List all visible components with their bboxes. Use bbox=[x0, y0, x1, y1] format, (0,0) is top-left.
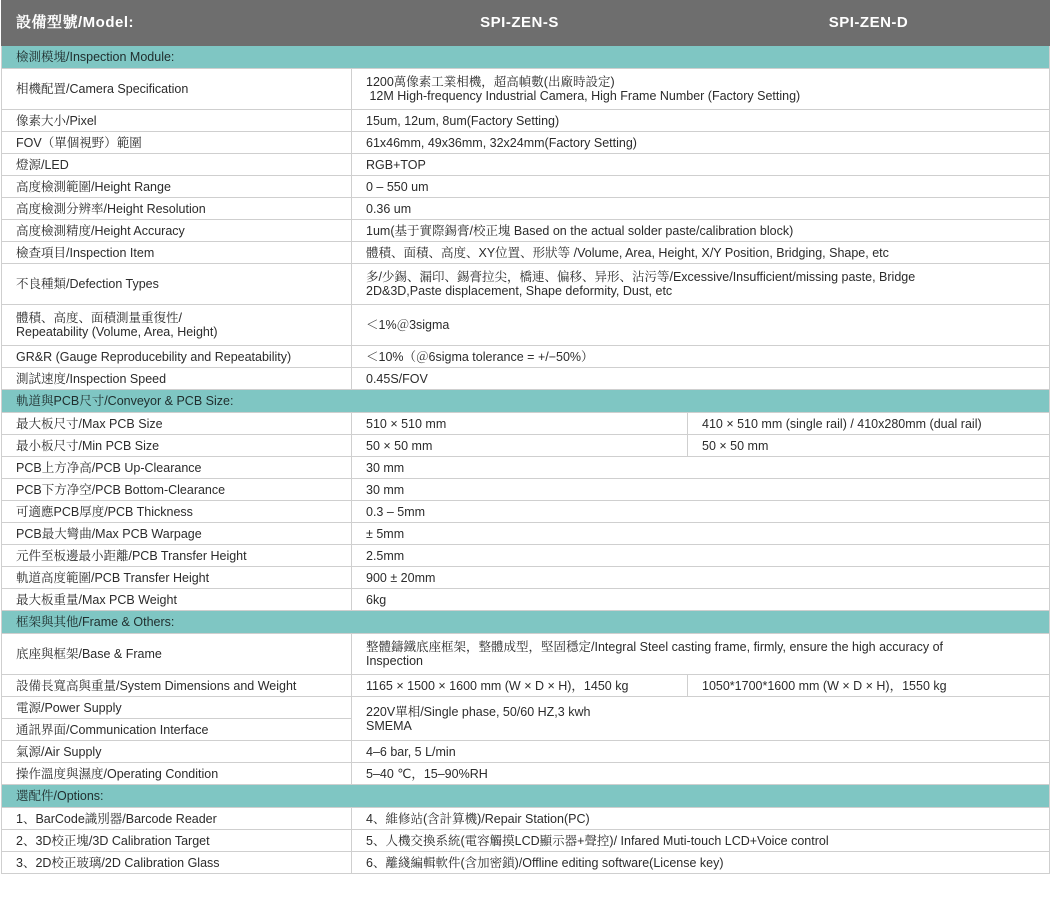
row-label: PCB最大彎曲/Max PCB Warpage bbox=[2, 523, 352, 545]
row-inspection-item bbox=[2, 242, 1050, 264]
row-value: ＜1%＠3sigma bbox=[352, 305, 1050, 346]
row-pixel bbox=[2, 110, 1050, 132]
row-label: FOV（單個視野）範圍 bbox=[2, 132, 352, 154]
row-value: 0.36 um bbox=[352, 198, 1050, 220]
row-value-s: 1165 × 1500 × 1600 mm (W × D × H)，1450 kg bbox=[352, 675, 688, 697]
row-value: 900 ± 20mm bbox=[352, 567, 1050, 589]
row-label: 軌道高度範圍/PCB Transfer Height bbox=[2, 567, 352, 589]
option-item: 5、人機交換系統(電容觸摸LCD顯示器+聲控)/ Infared Muti-touch LCD+Voice control bbox=[352, 830, 1050, 852]
row-label: PCB上方净高/PCB Up-Clearance bbox=[2, 457, 352, 479]
row-value-d: 1050*1700*1600 mm (W × D × H)，1550 kg bbox=[688, 675, 1050, 697]
row-label: 最小板尺寸/Min PCB Size bbox=[2, 435, 352, 457]
row-value-d: 50 × 50 mm bbox=[688, 435, 1050, 457]
row-value: 1um(基于實際錫膏/校正塊 Based on the actual solder paste/calibration block) bbox=[352, 220, 1050, 242]
row-value: 體積、面積、高度、XY位置、形狀等 /Volume, Area, Height, X/Y Position, Bridging, Shape, etc bbox=[352, 242, 1050, 264]
row-label: 測試速度/Inspection Speed bbox=[2, 368, 352, 390]
row-label: 不良種類/Defection Types bbox=[2, 264, 352, 305]
option-item: 4、維修站(含計算機)/Repair Station(PC) bbox=[352, 808, 1050, 830]
option-item: 1、BarCode識別器/Barcode Reader bbox=[2, 808, 352, 830]
row-label: 高度檢測精度/Height Accuracy bbox=[2, 220, 352, 242]
row-operating-condition bbox=[2, 763, 1050, 785]
row-label: 體積、高度、面積測量重復性/ Repeatability (Volume, Area, Height) bbox=[2, 305, 352, 346]
section-conveyor: 軌道與PCB尺寸/Conveyor & PCB Size: bbox=[2, 390, 1050, 413]
row-value: ＜10%（＠6sigma tolerance = +/−50%） bbox=[352, 346, 1050, 368]
row-options-1 bbox=[2, 808, 1050, 830]
row-max-weight bbox=[2, 589, 1050, 611]
spec-table bbox=[1, 0, 1050, 874]
header-model-label: 設備型號/Model: bbox=[2, 1, 352, 46]
row-label: 元件至板邊最小距離/PCB Transfer Height bbox=[2, 545, 352, 567]
row-label: 最大板重量/Max PCB Weight bbox=[2, 589, 352, 611]
row-value: 0.3 – 5mm bbox=[352, 501, 1050, 523]
row-height-accuracy bbox=[2, 220, 1050, 242]
row-power bbox=[2, 697, 1050, 719]
row-value: ± 5mm bbox=[352, 523, 1050, 545]
row-base-frame bbox=[2, 634, 1050, 675]
row-value: 30 mm bbox=[352, 457, 1050, 479]
row-options-2 bbox=[2, 830, 1050, 852]
row-value: RGB+TOP bbox=[352, 154, 1050, 176]
row-label: 通訊界面/Communication Interface bbox=[2, 719, 352, 741]
row-label: 高度檢測分辨率/Height Resolution bbox=[2, 198, 352, 220]
row-inspection-speed bbox=[2, 368, 1050, 390]
section-frame: 框架與其他/Frame & Others: bbox=[2, 611, 1050, 634]
row-up-clearance bbox=[2, 457, 1050, 479]
header-model-d: SPI-ZEN-D bbox=[688, 1, 1050, 46]
row-transfer-height-1 bbox=[2, 545, 1050, 567]
option-item: 3、2D校正玻璃/2D Calibration Glass bbox=[2, 852, 352, 874]
section-inspection: 檢測模塊/Inspection Module: bbox=[2, 46, 1050, 69]
row-label: 像素大小/Pixel bbox=[2, 110, 352, 132]
row-warpage bbox=[2, 523, 1050, 545]
row-label: 燈源/LED bbox=[2, 154, 352, 176]
row-value: 15um, 12um, 8um(Factory Setting) bbox=[352, 110, 1050, 132]
row-min-pcb bbox=[2, 435, 1050, 457]
row-value: 0 – 550 um bbox=[352, 176, 1050, 198]
row-height-range bbox=[2, 176, 1050, 198]
row-value: 61x46mm, 49x36mm, 32x24mm(Factory Setting) bbox=[352, 132, 1050, 154]
row-led bbox=[2, 154, 1050, 176]
row-value-d: 410 × 510 mm (single rail) / 410x280mm (dual rail) bbox=[688, 413, 1050, 435]
option-item: 2、3D校正塊/3D Calibration Target bbox=[2, 830, 352, 852]
row-value: 多/少錫、漏印、錫膏拉尖，橋連、偏移、异形、沾污等/Excessive/Insufficient/missing paste, Bridge 2D&3D,Paste displacement, Shape deformity, Dust, etc bbox=[352, 264, 1050, 305]
row-fov bbox=[2, 132, 1050, 154]
row-value: 30 mm bbox=[352, 479, 1050, 501]
row-value: 2.5mm bbox=[352, 545, 1050, 567]
row-label: GR&R (Gauge Reproducebility and Repeatability) bbox=[2, 346, 352, 368]
row-label: 底座與框架/Base & Frame bbox=[2, 634, 352, 675]
row-thickness bbox=[2, 501, 1050, 523]
row-value: 1200萬像素工業相機，超高幀數(出廠時設定) 12M High-frequency Industrial Camera, High Frame Number (Factory Setting) bbox=[352, 69, 1050, 110]
row-grr bbox=[2, 346, 1050, 368]
row-label: 氣源/Air Supply bbox=[2, 741, 352, 763]
row-value: 220V單相/Single phase, 50/60 HZ,3 kwh SMEMA bbox=[352, 697, 1050, 741]
row-value-s: 50 × 50 mm bbox=[352, 435, 688, 457]
row-label: 最大板尺寸/Max PCB Size bbox=[2, 413, 352, 435]
row-label: 高度檢測範圍/Height Range bbox=[2, 176, 352, 198]
row-value: 4–6 bar, 5 L/min bbox=[352, 741, 1050, 763]
row-label: 相機配置/Camera Specification bbox=[2, 69, 352, 110]
row-transfer-height-2 bbox=[2, 567, 1050, 589]
row-value: 整體鑄鐵底座框架，整體成型，堅固穩定/Integral Steel casting frame, firmly, ensure the high accuracy of Inspection bbox=[352, 634, 1050, 675]
header-row bbox=[2, 1, 1050, 46]
row-defection-types bbox=[2, 264, 1050, 305]
row-options-3 bbox=[2, 852, 1050, 874]
row-label: PCB下方净空/PCB Bottom-Clearance bbox=[2, 479, 352, 501]
row-value-s: 510 × 510 mm bbox=[352, 413, 688, 435]
row-label: 電源/Power Supply bbox=[2, 697, 352, 719]
row-label: 操作溫度與濕度/Operating Condition bbox=[2, 763, 352, 785]
row-max-pcb bbox=[2, 413, 1050, 435]
section-options: 選配件/Options: bbox=[2, 785, 1050, 808]
row-label: 可適應PCB厚度/PCB Thickness bbox=[2, 501, 352, 523]
row-value: 5–40 ℃，15–90%RH bbox=[352, 763, 1050, 785]
row-label: 設備長寬高與重量/System Dimensions and Weight bbox=[2, 675, 352, 697]
row-bottom-clearance bbox=[2, 479, 1050, 501]
row-dimensions bbox=[2, 675, 1050, 697]
row-height-resolution bbox=[2, 198, 1050, 220]
row-camera bbox=[2, 69, 1050, 110]
row-air-supply bbox=[2, 741, 1050, 763]
header-model-s: SPI-ZEN-S bbox=[352, 1, 688, 46]
row-repeatability bbox=[2, 305, 1050, 346]
row-value: 0.45S/FOV bbox=[352, 368, 1050, 390]
row-label: 檢查項目/Inspection Item bbox=[2, 242, 352, 264]
option-item: 6、離綫編輯軟件(含加密鎖)/Offline editing software(License key) bbox=[352, 852, 1050, 874]
row-value: 6kg bbox=[352, 589, 1050, 611]
